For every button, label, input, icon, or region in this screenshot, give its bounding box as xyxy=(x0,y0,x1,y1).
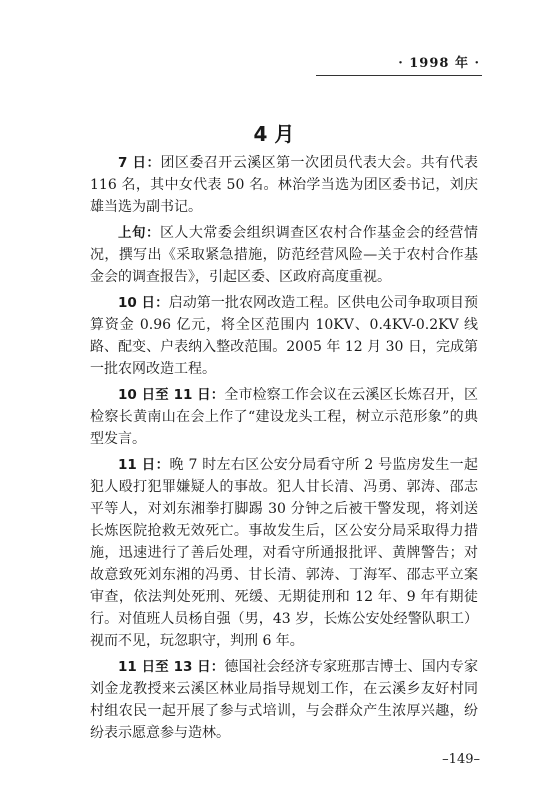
entry-date: 7 日： xyxy=(118,155,161,171)
chronicle-entries xyxy=(90,152,478,748)
entry-text: 区人大常委会组织调查区农村合作基金会的经营情况，撰写出《采取紧急措施，防范经营风险—关于农村合作基金会的调查报告》，引起区委、区政府高度重视。 xyxy=(90,225,478,285)
entry-date: 10 日： xyxy=(118,295,169,311)
entry-item xyxy=(90,454,478,652)
entry-item xyxy=(90,222,478,288)
header-rule xyxy=(316,75,482,76)
entry-date: 上旬： xyxy=(118,225,160,241)
entry-item xyxy=(90,656,478,744)
entry-text: 启动第一批农网改造工程。区供电公司争取项目预算资金 0.96 亿元，将全区范围内 10KV、0.4KV-0.2KV 线路、配变、户表纳入整改范围。2005 年 12 月 30 日，完成第一批农网改造工程。 xyxy=(90,295,478,377)
entry-date: 11 日至 13 日： xyxy=(118,659,225,675)
entry-date: 10 日至 11 日： xyxy=(118,387,225,403)
entry-item xyxy=(90,384,478,450)
page-number: –149– xyxy=(442,752,480,767)
month-heading: 4 月 xyxy=(253,122,295,146)
entry-text: 团区委召开云溪区第一次团员代表大会。共有代表 116 名，其中女代表 50 名。林治学当选为团区委书记，刘庆雄当选为副书记。 xyxy=(90,155,479,215)
entry-date: 11 日： xyxy=(118,457,170,473)
entry-item xyxy=(90,292,478,380)
entry-text: 全市检察工作会议在云溪区长炼召开，区检察长黄南山在会上作了“建设龙头工程，树立示范形象”的典型发言。 xyxy=(90,387,478,447)
entry-text: 德国社会经济专家班那吉博士、国内专家刘金龙教授来云溪区林业局指导规划工作，在云溪乡友好村同村组农民一起开展了参与式培训，与会群众产生浓厚兴趣，纷纷表示愿意参与造林。 xyxy=(90,659,478,741)
running-header: · 1998 年 · xyxy=(398,56,480,71)
entry-item xyxy=(90,152,478,218)
entry-text: 晚 7 时左右区公安分局看守所 2 号监房发生一起犯人殴打犯罪嫌疑人的事故。犯人甘长清、冯勇、郭涛、邵志平等人，对刘东湘拳打脚踢 30 分钟之后被干警发现，将刘送长炼医院抢救无效死亡。事故发生后，区公安分局采取得力措施，迅速进行了善后处理，对看守所通报批评、黄牌警告；对故意致死刘东湘的冯勇、甘长清、郭涛、丁海军、邵志平立案审查，依法判处死刑、死缓、无期徒刑和 12 年、9 年有期徒行。对值班人员杨自强（男，43 岁，长炼公安处经警队职工）视而不见，玩忽职守，判刑 6 年。 xyxy=(90,457,478,649)
